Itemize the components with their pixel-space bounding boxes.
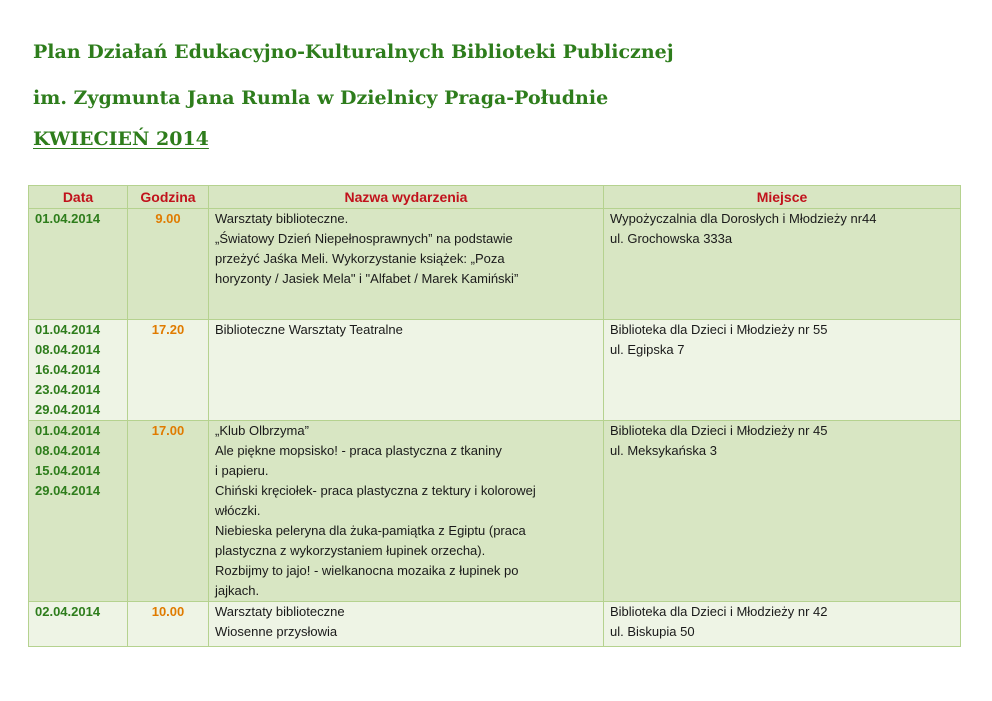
event-text-line: Warsztaty biblioteczne — [215, 604, 345, 619]
place-address: ul. Biskupia 50 — [610, 624, 695, 639]
event-date: 23.04.2014 — [35, 382, 101, 397]
event-text-line: włóczki. — [215, 503, 261, 518]
event-date: 29.04.2014 — [35, 402, 101, 417]
event-text-line: „Światowy Dzień Niepełnosprawnych” na podstawie — [215, 231, 513, 246]
column-header-date: Data — [29, 186, 128, 209]
event-text-line: Biblioteczne Warsztaty Teatralne — [215, 322, 403, 337]
table-row — [29, 602, 961, 647]
event-date: 08.04.2014 — [35, 342, 101, 357]
place-name: Biblioteka dla Dzieci i Młodzieży nr 42 — [610, 604, 828, 619]
column-header-time: Godzina — [128, 186, 209, 209]
events-table — [28, 185, 961, 647]
time-cell: 17.00 — [128, 421, 209, 602]
event-text-line: Chiński kręciołek- praca plastyczna z tektury i kolorowej — [215, 483, 536, 498]
event-date: 01.04.2014 — [35, 322, 101, 337]
event-date: 08.04.2014 — [35, 443, 101, 458]
event-text-line: jajkach. — [215, 583, 260, 598]
event-date: 02.04.2014 — [35, 604, 101, 619]
place-name: Biblioteka dla Dzieci i Młodzieży nr 55 — [610, 322, 828, 337]
event-date: 01.04.2014 — [35, 211, 101, 226]
place-cell — [604, 421, 961, 602]
place-address: ul. Grochowska 333a — [610, 231, 733, 246]
place-cell — [604, 602, 961, 647]
event-cell — [209, 602, 604, 647]
document-title-line-2: im. Zygmunta Jana Rumla w Dzielnicy Praga-Południe — [33, 87, 609, 109]
date-cell — [29, 602, 128, 647]
event-text-line: Niebieska peleryna dla żuka-pamiątka z Egiptu (praca — [215, 523, 526, 538]
date-cell — [29, 320, 128, 421]
event-text-line: plastyczna z wykorzystaniem łupinek orzecha). — [215, 543, 486, 558]
date-cell — [29, 209, 128, 320]
table-row — [29, 209, 961, 320]
event-text-line: Rozbijmy to jajo! - wielkanocna mozaika z łupinek po — [215, 563, 519, 578]
table-header-row — [29, 186, 961, 209]
event-date: 01.04.2014 — [35, 423, 101, 438]
event-text-line: Warsztaty biblioteczne. — [215, 211, 349, 226]
event-text-line: horyzonty / Jasiek Mela" i "Alfabet / Marek Kamiński” — [215, 271, 519, 286]
event-text-line: Ale piękne mopsisko! - praca plastyczna z tkaniny — [215, 443, 502, 458]
place-name: Biblioteka dla Dzieci i Młodzieży nr 45 — [610, 423, 828, 438]
event-cell — [209, 421, 604, 602]
event-text-line: Wiosenne przysłowia — [215, 624, 338, 639]
event-date: 16.04.2014 — [35, 362, 101, 377]
table-row — [29, 421, 961, 602]
time-cell: 17.20 — [128, 320, 209, 421]
table-row — [29, 320, 961, 421]
event-text-line: i papieru. — [215, 463, 269, 478]
place-cell — [604, 209, 961, 320]
event-cell — [209, 320, 604, 421]
place-cell — [604, 320, 961, 421]
column-header-event: Nazwa wydarzenia — [209, 186, 604, 209]
time-cell: 10.00 — [128, 602, 209, 647]
event-date: 29.04.2014 — [35, 483, 101, 498]
date-cell — [29, 421, 128, 602]
event-text-line: „Klub Olbrzyma” — [215, 423, 309, 438]
document-title-line-1: Plan Działań Edukacyjno-Kulturalnych Biblioteki Publicznej — [33, 41, 674, 63]
place-name: Wypożyczalnia dla Dorosłych i Młodzieży nr44 — [610, 211, 877, 226]
column-header-place: Miejsce — [604, 186, 961, 209]
place-address: ul. Meksykańska 3 — [610, 443, 717, 458]
event-text-line: przeżyć Jaśka Meli. Wykorzystanie książek: „Poza — [215, 251, 505, 266]
time-cell: 9.00 — [128, 209, 209, 320]
event-date: 15.04.2014 — [35, 463, 101, 478]
place-address: ul. Egipska 7 — [610, 342, 685, 357]
month-heading: KWIECIEŃ 2014 — [33, 128, 209, 150]
event-cell — [209, 209, 604, 320]
